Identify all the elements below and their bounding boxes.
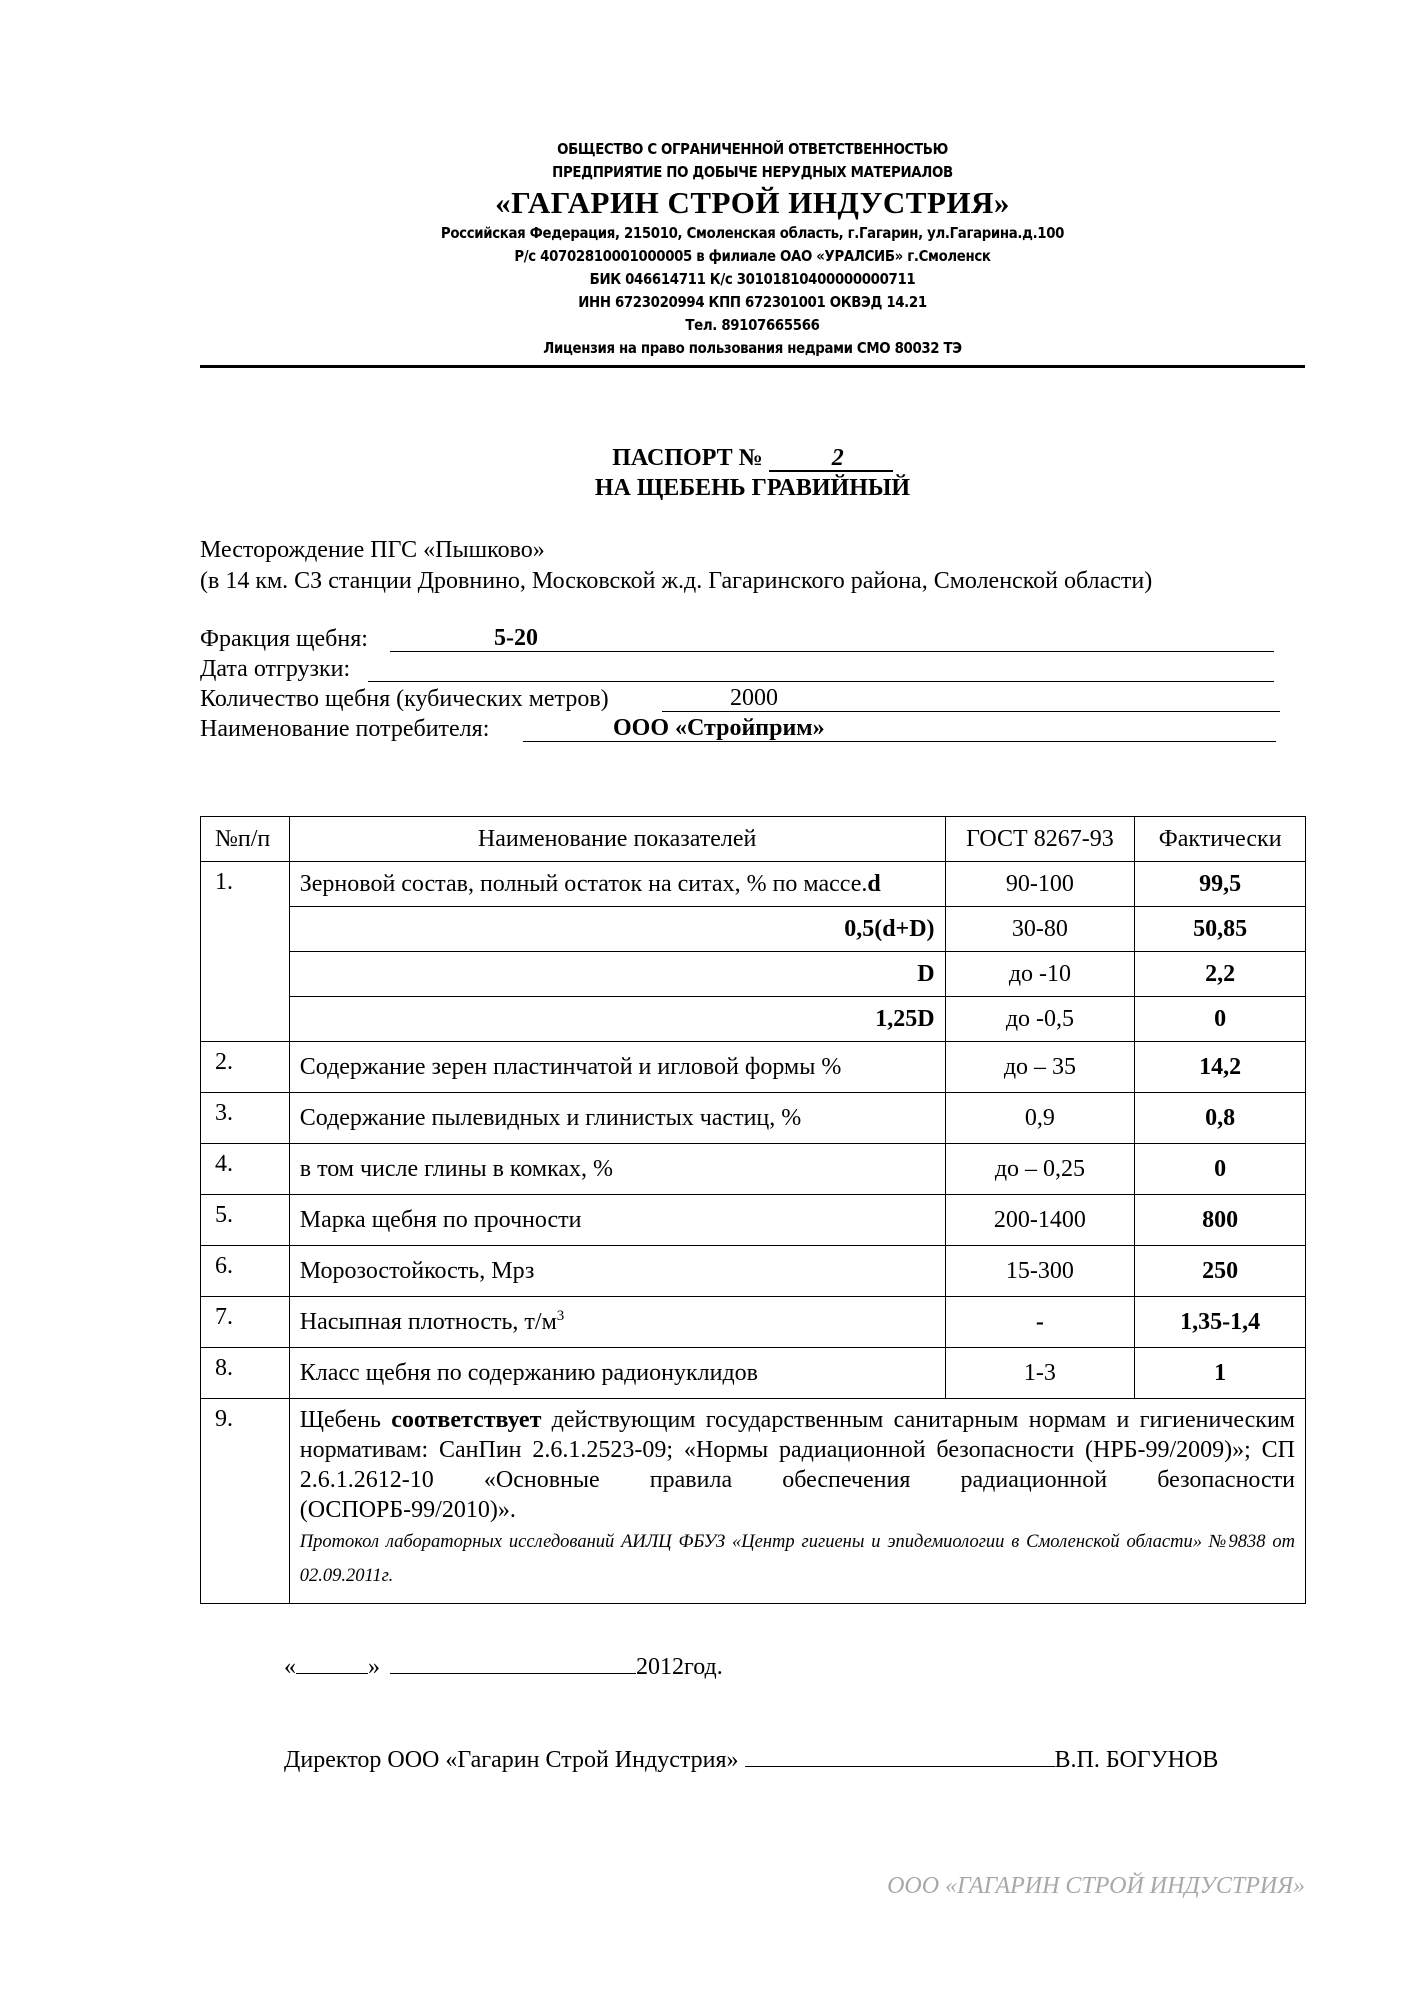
director-position: Директор ООО «Гагарин Строй Индустрия» <box>284 1747 739 1773</box>
table-row <box>201 1348 1306 1399</box>
passport-label: ПАСПОРТ № <box>612 445 763 471</box>
signature-line <box>284 1744 1218 1775</box>
company-name: «ГАГАРИН СТРОЙ ИНДУСТРИЯ» <box>495 185 1010 220</box>
row-name: D <box>289 952 945 997</box>
month-blank <box>390 1651 636 1674</box>
fraction-value: 5-20 <box>494 625 538 651</box>
company-watermark: ООО «ГАГАРИН СТРОЙ ИНДУСТРИЯ» <box>887 1873 1305 1899</box>
table-row <box>201 1042 1306 1093</box>
row-name: Содержание зерен пластинчатой и игловой формы % <box>289 1042 945 1093</box>
row-actual: 99,5 <box>1135 862 1306 907</box>
row-gost: до – 35 <box>945 1042 1135 1093</box>
table-row <box>201 1297 1306 1348</box>
lab-protocol-note: Протокол лабораторных исследований АИЛЦ ФБУЗ «Центр гигиены и эпидемиологии в Смоленской области» №9838 от 02.09.2011г. <box>299 1532 1295 1586</box>
table-row <box>201 1195 1306 1246</box>
document-title <box>200 443 1305 503</box>
row-num: 1. <box>201 862 290 1042</box>
header-gost: ГОСТ 8267-93 <box>945 817 1135 862</box>
letterhead-line2: ПРЕДПРИЯТИЕ ПО ДОБЫЧЕ НЕРУДНЫХ МАТЕРИАЛОВ <box>552 163 953 181</box>
row-actual: 0 <box>1135 997 1306 1042</box>
row-num: 4. <box>201 1144 290 1195</box>
compliance-keyword: соответствует <box>391 1407 542 1433</box>
header-divider <box>200 365 1305 368</box>
license: Лицензия на право пользования недрами СМО 80032 ТЭ <box>543 339 962 357</box>
row-num: 9. <box>201 1399 290 1604</box>
quantity-label: Количество щебня (кубических метров) <box>200 686 609 712</box>
row-name: Класс щебня по содержанию радионуклидов <box>289 1348 945 1399</box>
row-num: 7. <box>201 1297 290 1348</box>
fraction-field <box>200 624 609 654</box>
fraction-value-line <box>390 625 1274 652</box>
row-actual: 1 <box>1135 1348 1306 1399</box>
row-gost: - <box>945 1297 1135 1348</box>
row-num: 6. <box>201 1246 290 1297</box>
date-close-quote: » <box>368 1654 380 1680</box>
quantity-value: 2000 <box>730 685 778 711</box>
consumer-label: Наименование потребителя: <box>200 716 490 742</box>
row-gost: до -10 <box>945 952 1135 997</box>
table-header-row <box>201 817 1306 862</box>
passport-number-field <box>769 446 893 472</box>
deposit-name: Месторождение ПГС «Пышково» <box>200 537 545 563</box>
consumer-value: ООО «Стройприм» <box>613 715 825 741</box>
shipment-date-label: Дата отгрузки: <box>200 656 351 682</box>
row-actual: 1,35-1,4 <box>1135 1297 1306 1348</box>
date-line <box>284 1651 723 1682</box>
row-actual: 0,8 <box>1135 1093 1306 1144</box>
row-gost: до – 0,25 <box>945 1144 1135 1195</box>
signature-blank <box>745 1744 1055 1767</box>
compliance-text-after: действующим государственным санитарным нормам и гигиеническим нормативам: СанПин 2.6.1.2523-09; «Нормы радиационной безопасности (НРБ-99/2009)»; СП 2.6.1.2612-10 «Основные правила обеспечения радиационной безопасности (ОСПОРБ-99/2010)». <box>299 1407 1295 1523</box>
quantity-field <box>200 684 778 714</box>
row-name: 0,5(d+D) <box>289 907 945 952</box>
header-actual: Фактически <box>1135 817 1306 862</box>
letterhead <box>200 138 1305 360</box>
table-row <box>201 862 1306 907</box>
letterhead-line1: ОБЩЕСТВО С ОГРАНИЧЕННОЙ ОТВЕТСТВЕННОСТЬЮ <box>557 140 948 158</box>
bank-account: Р/с 40702810001000005 в филиале ОАО «УРАЛСИБ» г.Смоленск <box>514 247 991 265</box>
row-name-text: Насыпная плотность, т/м <box>299 1309 557 1335</box>
row-gost: 0,9 <box>945 1093 1135 1144</box>
table-row <box>201 1246 1306 1297</box>
table-row <box>201 1399 1306 1604</box>
row-gost: 30-80 <box>945 907 1135 952</box>
deposit-location: (в 14 км. СЗ станции Дровнино, Московской ж.д. Гагаринского района, Смоленской области) <box>200 568 1153 594</box>
row-gost: 15-300 <box>945 1246 1135 1297</box>
phone: Тел. 89107665566 <box>685 316 820 334</box>
row-actual: 14,2 <box>1135 1042 1306 1093</box>
row-name-superscript: 3 <box>556 1308 565 1324</box>
day-blank <box>296 1651 368 1674</box>
row-gost: 200-1400 <box>945 1195 1135 1246</box>
row-gost: до -0,5 <box>945 997 1135 1042</box>
row-name: в том числе глины в комках, % <box>289 1144 945 1195</box>
company-address: Российская Федерация, 215010, Смоленская область, г.Гагарин, ул.Гагарина.д.100 <box>440 224 1065 242</box>
row-actual: 50,85 <box>1135 907 1306 952</box>
indicators-table <box>200 816 1306 1604</box>
table-row <box>201 952 1306 997</box>
row-name: Марка щебня по прочности <box>289 1195 945 1246</box>
shipment-date-field <box>200 654 609 684</box>
fraction-label: Фракция щебня: <box>200 626 368 652</box>
row-gost: 1-3 <box>945 1348 1135 1399</box>
consumer-value-line <box>523 715 1276 742</box>
header-num: №п/п <box>201 817 290 862</box>
row-name-bold: d <box>867 871 881 897</box>
row-num: 2. <box>201 1042 290 1093</box>
passport-subtitle: НА ЩЕБЕНЬ ГРАВИЙНЫЙ <box>594 475 911 501</box>
row-actual: 0 <box>1135 1144 1306 1195</box>
table-row <box>201 1093 1306 1144</box>
consumer-field <box>200 714 825 744</box>
deposit-info <box>200 535 1152 597</box>
table-row <box>201 1144 1306 1195</box>
header-name: Наименование показателей <box>289 817 945 862</box>
row-name: Морозостойкость, Мрз <box>289 1246 945 1297</box>
compliance-text-before: Щебень <box>299 1407 392 1433</box>
date-open-quote: « <box>284 1654 296 1680</box>
row-num: 8. <box>201 1348 290 1399</box>
row-name: 1,25D <box>289 997 945 1042</box>
row-actual: 800 <box>1135 1195 1306 1246</box>
bank-bik: БИК 046614711 К/с 30101810400000000711 <box>589 270 916 288</box>
shipment-fields <box>200 624 825 744</box>
row-name <box>289 1297 945 1348</box>
director-name: В.П. БОГУНОВ <box>1054 1747 1219 1773</box>
table-row <box>201 907 1306 952</box>
row-name <box>289 862 945 907</box>
date-year: 2012год. <box>636 1654 723 1680</box>
row-num: 3. <box>201 1093 290 1144</box>
passport-number: 2 <box>831 445 844 471</box>
row-name: Содержание пылевидных и глинистых частиц, % <box>289 1093 945 1144</box>
row-name-text: Зерновой состав, полный остаток на ситах, % по массе. <box>299 871 868 897</box>
table-row <box>201 997 1306 1042</box>
quantity-value-line <box>662 685 1280 712</box>
row-actual: 250 <box>1135 1246 1306 1297</box>
shipment-date-line <box>368 681 1274 682</box>
row-gost: 90-100 <box>945 862 1135 907</box>
row-actual: 2,2 <box>1135 952 1306 997</box>
compliance-cell <box>289 1399 1305 1604</box>
row-num: 5. <box>201 1195 290 1246</box>
inn-kpp: ИНН 6723020994 КПП 672301001 ОКВЭД 14.21 <box>578 293 927 311</box>
